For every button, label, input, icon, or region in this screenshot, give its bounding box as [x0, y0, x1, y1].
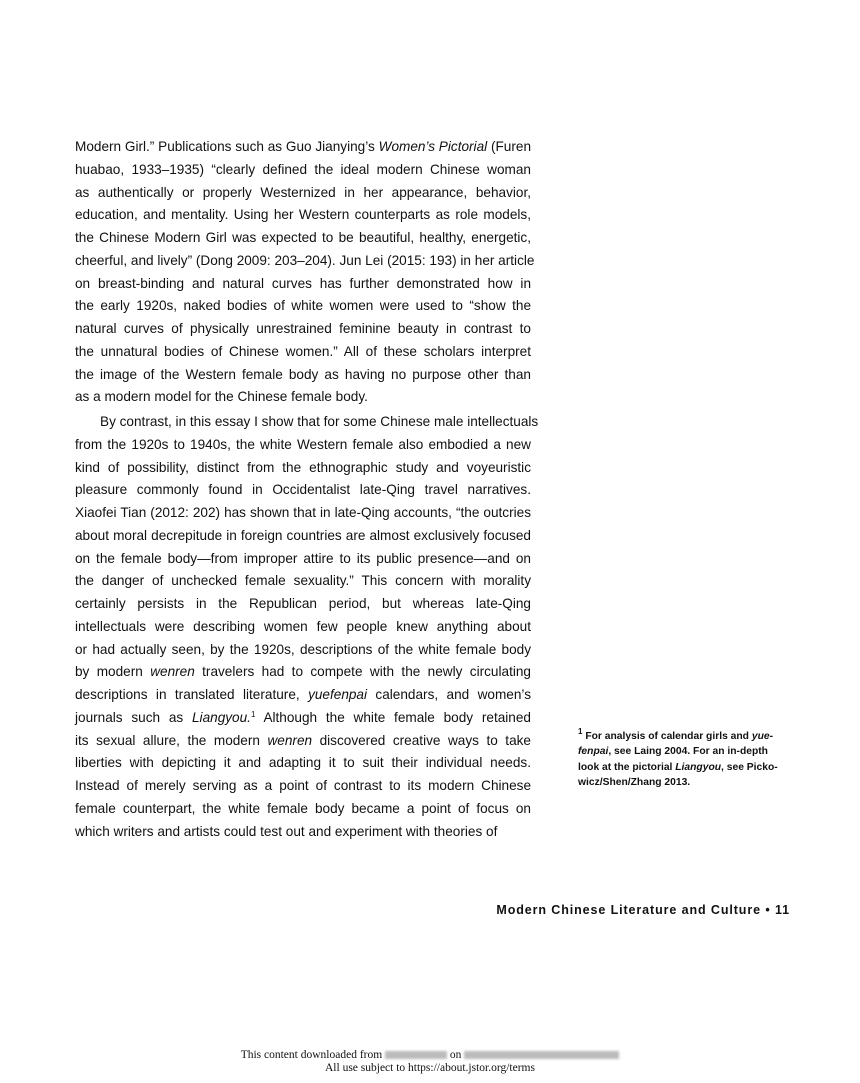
text-span: discovered creative ways to take: [312, 732, 531, 748]
running-footer: Modern Chinese Literature and Culture • 11: [496, 903, 790, 917]
text-span: female counterpart, the white female body became a point of focus on: [75, 800, 531, 816]
text-span: which writers and artists could test out and experiment with theories of: [75, 823, 498, 839]
text-line: [75, 707, 531, 730]
text-line: [75, 502, 531, 525]
text-line: [75, 411, 539, 434]
text-span: or had actually seen, by the 1920s, descriptions of the white female body: [75, 641, 531, 657]
text-line: [75, 593, 531, 616]
text-span: By contrast, in this essay I show that for some Chinese male intellectuals: [100, 414, 539, 429]
text-span: yue-: [751, 731, 774, 742]
text-span: , see Picko-: [721, 761, 778, 773]
text-span: on breast-binding and natural curves has further demonstrated how in: [75, 275, 531, 291]
text-span: intellectuals were describing women few people knew anything about: [75, 618, 531, 634]
text-span: certainly persists in the Republican period, but whereas late-Qing: [75, 596, 531, 611]
redacted-ip: [385, 1051, 447, 1059]
text-span: yuefenpai: [308, 687, 368, 702]
text-line: [75, 775, 531, 798]
footnote-line: [578, 729, 798, 744]
text-span: by modern: [75, 664, 151, 680]
text-line: [75, 341, 531, 364]
text-span: Women’s Pictorial: [378, 139, 488, 154]
text-span: Liangyou.: [192, 709, 251, 725]
text-span: about moral decrepitude in foreign countries are almost exclusively focused: [75, 527, 531, 543]
text-line: [75, 730, 531, 753]
text-span: wenren: [150, 664, 195, 680]
text-line: [75, 364, 531, 387]
text-line: [75, 684, 531, 707]
text-line: [75, 457, 531, 480]
text-span: the danger of unchecked female sexuality.” This concern with morality: [75, 573, 531, 589]
footnote-line: [578, 775, 798, 790]
text-span: natural curves of physically unrestrained feminine beauty in contrast to: [75, 321, 531, 336]
text-span: the unnatural bodies of Chinese women.” All of these scholars interpret: [75, 343, 531, 359]
text-line: [75, 616, 531, 639]
text-line: [75, 318, 531, 341]
paragraph-2: [75, 411, 539, 843]
text-line: [75, 479, 531, 502]
text-line: [75, 227, 531, 250]
text-span: education, and mentality. Using her Western counterparts as role models,: [75, 207, 531, 223]
text-span: its sexual allure, the modern: [75, 732, 268, 748]
text-span: pleasure commonly found in Occidentalist late-Qing travel narratives.: [75, 482, 531, 498]
footnote-line: [578, 744, 798, 759]
text-span: calendars, and women’s: [367, 687, 532, 702]
paragraph-1: [75, 136, 535, 409]
text-line: [75, 639, 531, 662]
text-line: [75, 821, 531, 844]
download-notice: [0, 1049, 860, 1074]
body-text: [75, 136, 539, 843]
text-span: huabao, 1933–1935) “clearly defined the ideal modern Chinese woman: [75, 161, 531, 177]
footnote-marker: 1: [250, 709, 256, 719]
text-span: cheerful, and lively” (Dong 2009: 203–204). Jun Lei (2015: 193) in her article: [75, 252, 535, 268]
text-span: liberties with depicting it and adapting it to suit their individual needs.: [75, 755, 531, 771]
footnote: [578, 729, 798, 790]
text-line: [75, 295, 531, 318]
text-span: Although the white female body retained: [255, 709, 531, 725]
text-span: the image of the Western female body as having no purpose other than: [75, 366, 531, 382]
text-span: Xiaofei Tian (2012: 202) has shown that in late-Qing accounts, “the outcries: [75, 505, 531, 520]
text-span: look at the pictorial: [578, 761, 676, 773]
text-line: [75, 661, 531, 684]
text-span: (Furen: [487, 139, 532, 154]
text-span: Liangyou: [675, 761, 722, 773]
text-line: [75, 570, 531, 593]
text-line: [75, 548, 531, 571]
text-span: , see Laing 2004. For an in-depth: [608, 746, 768, 758]
text-span: For analysis of calendar girls and: [582, 731, 752, 742]
text-line: [75, 273, 531, 296]
text-line: [75, 752, 531, 775]
text-span: on the female body—from improper attire to its public presence—and on: [75, 550, 531, 566]
text-span: journals such as: [75, 709, 192, 725]
text-span: wicz/Shen/Zhang 2013.: [578, 776, 691, 788]
text-span: travelers had to compete with the newly circulating: [194, 664, 531, 680]
text-span: wenren: [267, 732, 313, 748]
text-line: [75, 136, 531, 159]
text-span: as authentically or properly Westernized in her appearance, behavior,: [75, 184, 531, 200]
text-line: [75, 159, 531, 182]
download-line-1: This content downloaded from on: [0, 1049, 860, 1062]
download-line-2: All use subject to https://about.jstor.org/terms: [325, 1061, 535, 1074]
text-line: [75, 798, 531, 821]
text-span: from the 1920s to 1940s, the white Western female also embodied a new: [75, 436, 531, 452]
redacted-timestamp: [464, 1051, 619, 1059]
text-span: Instead of merely serving as a point of contrast to its modern Chinese: [75, 778, 531, 793]
text-span: kind of possibility, distinct from the ethnographic study and voyeuristic: [75, 459, 531, 475]
footnote-line: [578, 760, 798, 775]
text-line: [75, 250, 535, 273]
text-span: the Chinese Modern Girl was expected to be beautiful, healthy, energetic,: [75, 230, 531, 245]
text-span: the early 1920s, naked bodies of white women were used to “show the: [75, 298, 531, 314]
text-line: [75, 434, 531, 457]
text-line: [75, 182, 531, 205]
footnote-marker: 1: [578, 727, 583, 736]
text-line: [75, 386, 531, 409]
text-line: [75, 204, 531, 227]
text-span: as a modern model for the Chinese female body.: [75, 389, 368, 405]
text-span: fenpai: [578, 746, 609, 758]
text-line: [75, 525, 531, 548]
text-span: Modern Girl.” Publications such as Guo Jianying’s: [75, 139, 379, 154]
text-span: descriptions in translated literature,: [75, 687, 309, 702]
